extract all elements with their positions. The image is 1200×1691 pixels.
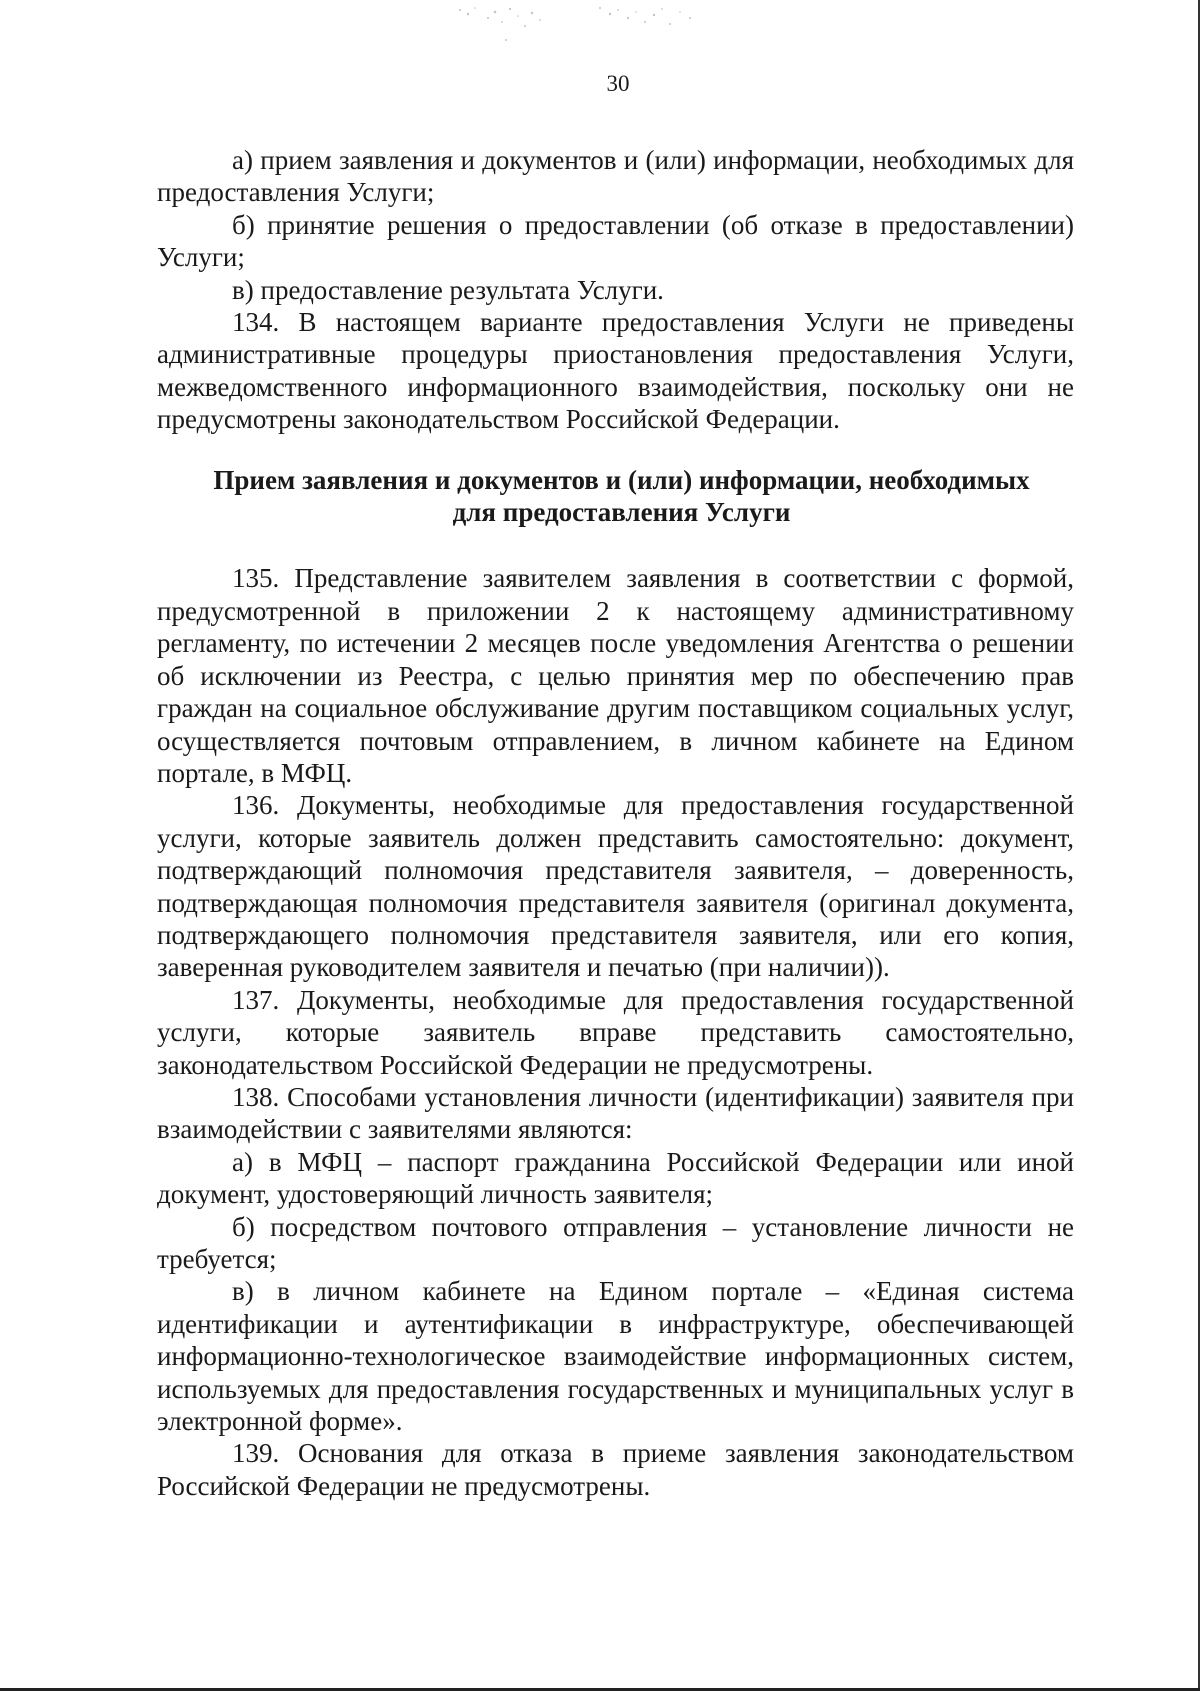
document-body bbox=[157, 144, 1074, 1502]
scan-artifact bbox=[440, 0, 760, 60]
list-item: а) в МФЦ – паспорт гражданина Российской Федерации или иной документ, удостоверяющий личность заявителя; bbox=[157, 1146, 1074, 1210]
section-heading-line-1: Прием заявления и документов и (или) информации, необходимых bbox=[213, 464, 1030, 495]
paragraph-135: 135. Представление заявителем заявления в соответствии с формой, предусмотренной в приложении 2 к настоящему административному регламенту, по истечении 2 месяцев после уведомления Агентства о решении об исключении из Реестра, с целью принятия мер по обеспечению прав граждан на социальное обслуживание другим поставщиком социальных услуг, осуществляется почтовым отправлением, в личном кабинете на Едином портале, в МФЦ. bbox=[157, 563, 1074, 788]
paragraph-137: 137. Документы, необходимые для предоставления государственной услуги, которые заявитель вправе представить самостоятельно, законодательством Российской Федерации не предусмотрены. bbox=[157, 984, 1074, 1080]
section-heading bbox=[157, 464, 1074, 529]
section-heading-line-2: для предоставления Услуги bbox=[452, 497, 791, 528]
list-item: б) посредством почтового отправления – установление личности не требуется; bbox=[157, 1211, 1074, 1274]
list-item: а) прием заявления и документов и (или) информации, необходимых для предоставления Услуги; bbox=[157, 145, 1074, 208]
list-item: в) предоставление результата Услуги. bbox=[232, 274, 664, 305]
paragraph-136: 136. Документы, необходимые для предоставления государственной услуги, которые заявитель должен представить самостоятельно: документ, подтверждающий полномочия представителя заявителя, – доверенность, подтверждающая полномочия представителя заявителя (оригинал документа, подтверждающего полномочия представителя заявителя, или его копия, заверенная руководителем заявителя и печатью (при наличии)). bbox=[157, 790, 1074, 983]
paragraph-139: 139. Основания для отказа в приеме заявления законодательством Российской Федерации не предусмотрены. bbox=[157, 1438, 1074, 1501]
list-item: б) принятие решения о предоставлении (об отказе в предоставлении) Услуги; bbox=[157, 209, 1074, 273]
paragraph-134: 134. В настоящем варианте предоставления Услуги не приведены административные процедуры приостановления предоставления Услуги, межведомственного информационного взаимодействия, поскольку они не предусмотрены законодательством Российской Федерации. bbox=[157, 307, 1074, 435]
page-number: 30 bbox=[606, 71, 630, 96]
paragraph-138: 138. Способами установления личности (идентификации) заявителя при взаимодействии с заявителями являются: bbox=[157, 1081, 1074, 1145]
list-item: в) в личном кабинете на Едином портале – «Единая система идентификации и аутентификации в инфраструктуре, обеспечивающей информационно-технологическое взаимодействие информационных систем, используемых для предоставления государственных и муниципальных услуг в электронной форме». bbox=[157, 1276, 1074, 1437]
